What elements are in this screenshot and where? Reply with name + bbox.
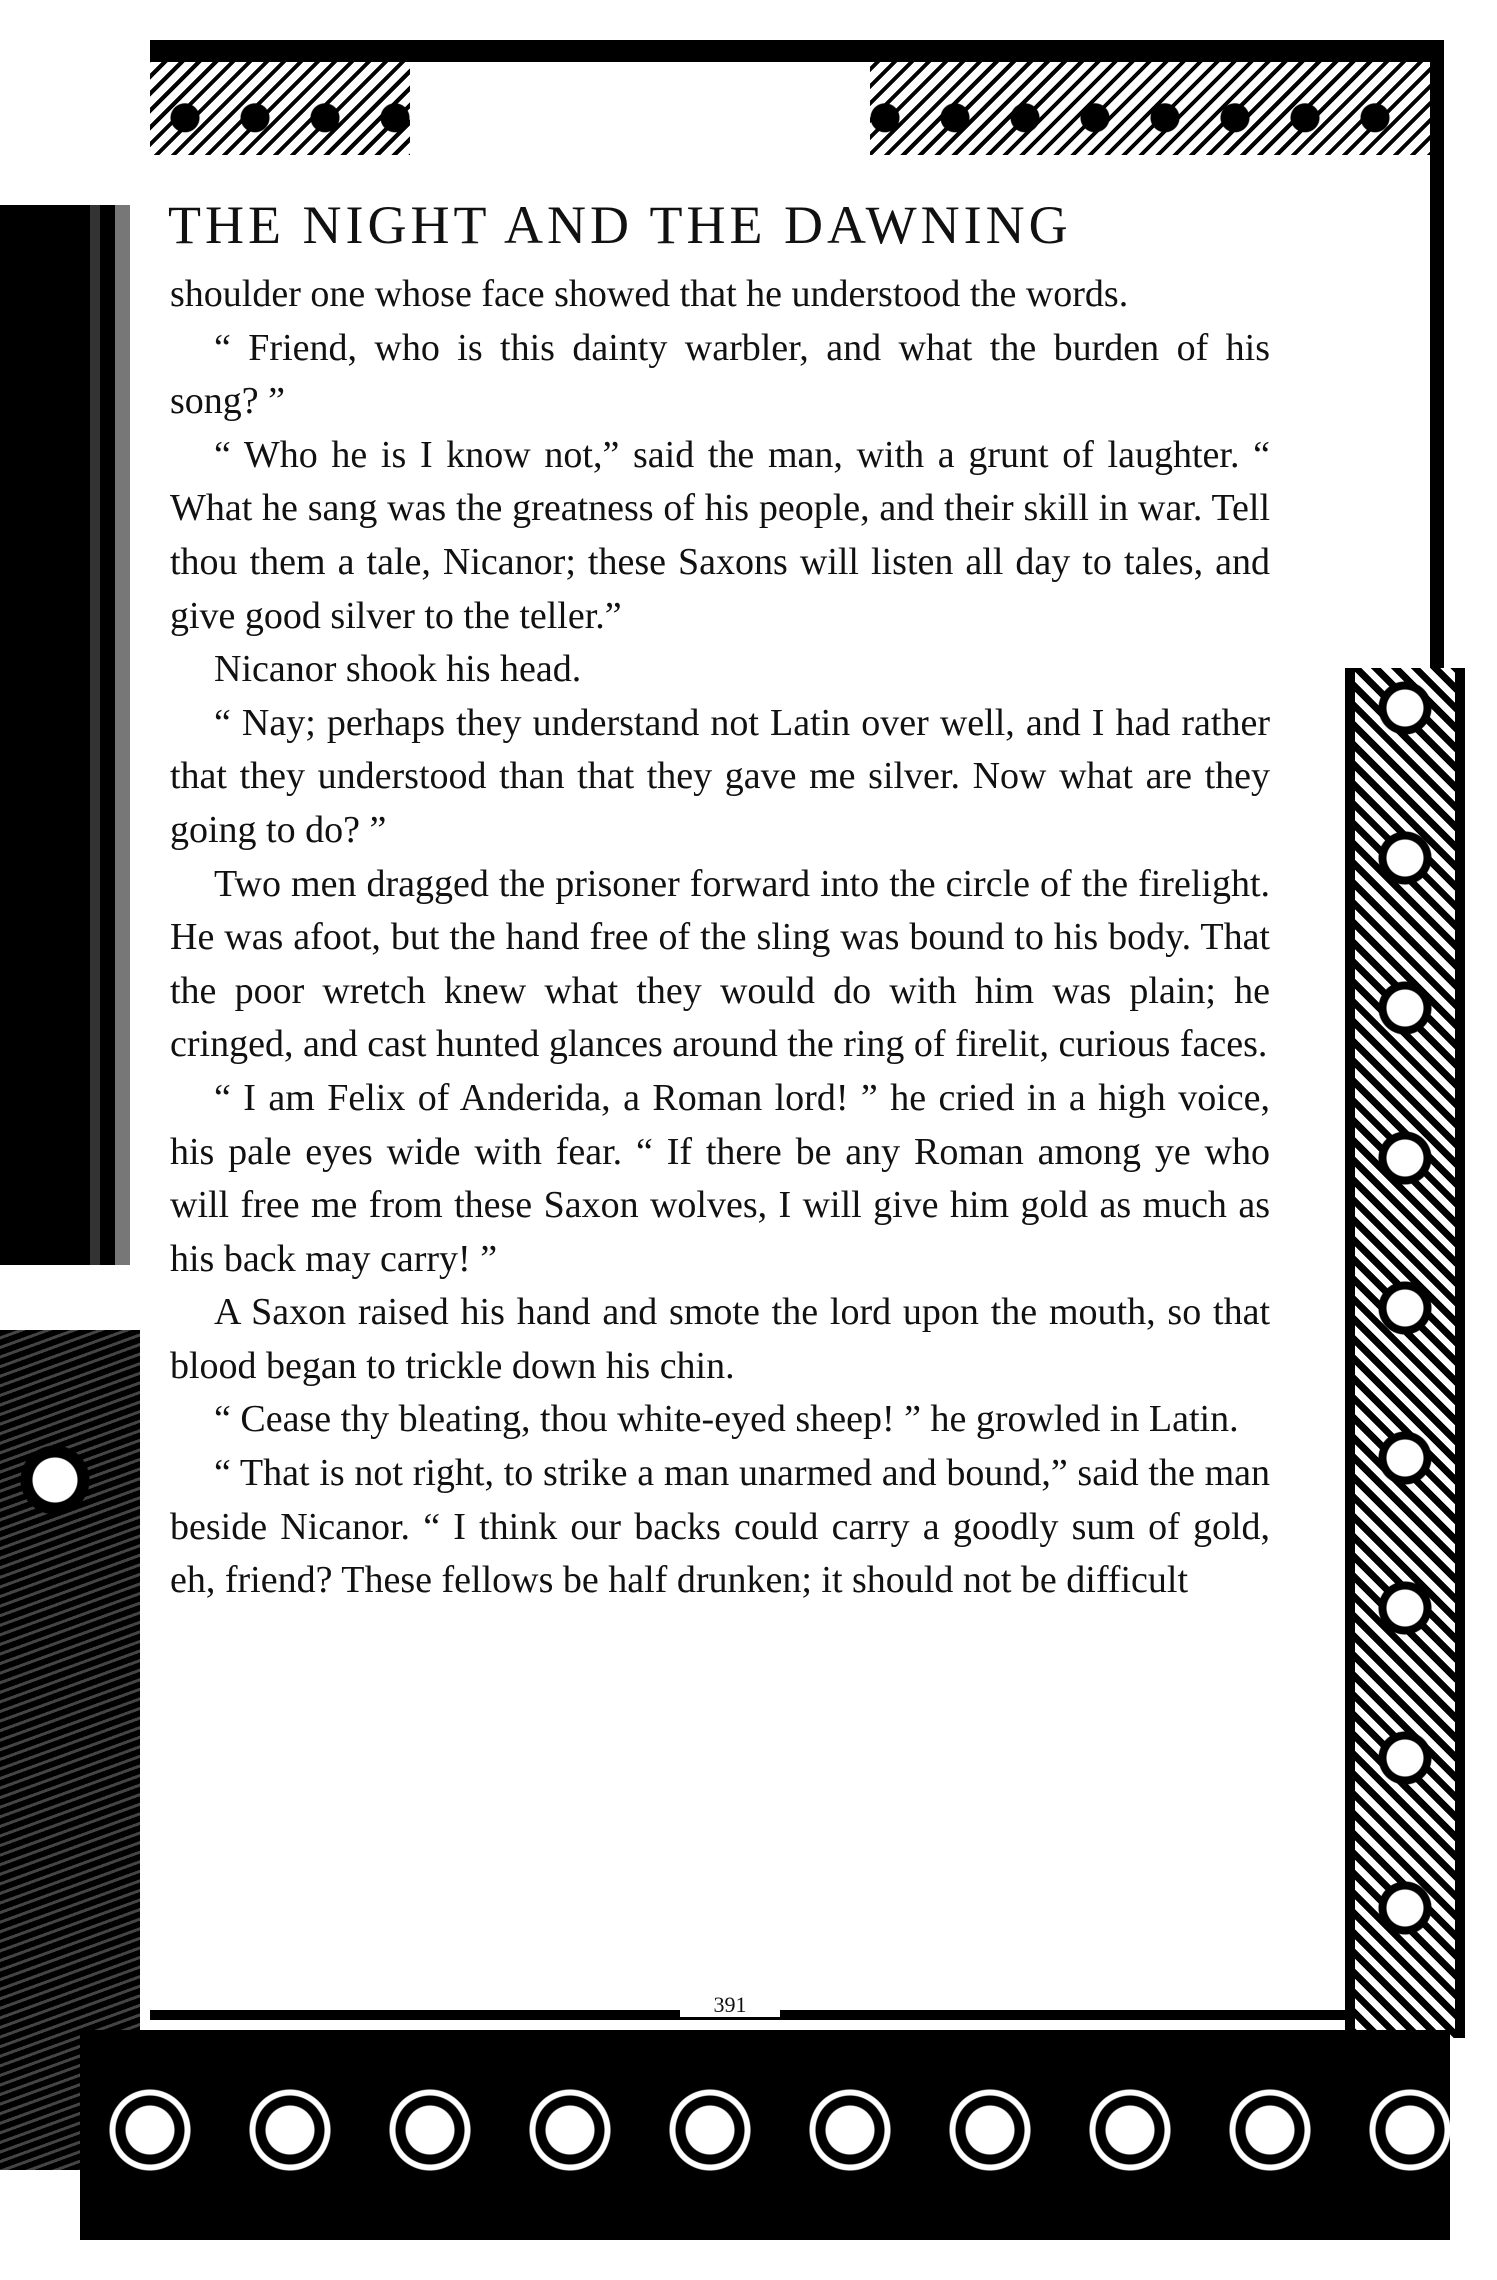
paragraph: Two men dragged the prisoner forward into the circle of the firelight. He was afoot, but the hand free of the sling was bound to his body. That the poor wretch knew what they would do with him was plain; he cringed, and cast hunted glances around the ring of firelit, curious faces. <box>170 862 1270 1066</box>
top-ornament-border <box>150 40 1440 155</box>
body-text <box>170 268 1270 1608</box>
paragraph: “ I am Felix of Anderida, a Roman lord! ” he cried in a high voice, his pale eyes wide with fear. “ If there be any Roman among ye who will free me from these Saxon wolves, I will give him gold as much as his back may carry! ” <box>170 1076 1270 1280</box>
paragraph: “ Who he is I know not,” said the man, with a grunt of laughter. “ What he sang was the greatness of his people, and their skill in war. Tell thou them a tale, Nicanor; these Saxons will listen all day to tales, and give good silver to the teller.” <box>170 433 1270 637</box>
page-number: 391 <box>680 1993 780 2017</box>
paragraph: Nicanor shook his head. <box>214 648 582 691</box>
bottom-floral-border <box>80 2030 1450 2240</box>
right-vine-ornament <box>1345 668 1465 2038</box>
left-border-bar-upper <box>0 205 130 1265</box>
paragraph: shoulder one whose face showed that he understood the words. <box>170 273 1129 315</box>
paragraph: “ That is not right, to strike a man unarmed and bound,” said the man beside Nicanor. “ I think our backs could carry a goodly sum of gold, eh, friend? These fellows be half drunken; it should not be difficult <box>170 1452 1270 1602</box>
paragraph: “ Nay; perhaps they understand not Latin over well, and I had rather that they understood than that they gave me silver. Now what are they going to do? ” <box>170 701 1270 851</box>
paragraph: A Saxon raised his hand and smote the lord upon the mouth, so that blood began to trickle down his chin. <box>170 1291 1270 1387</box>
running-head: THE NIGHT AND THE DAWNING <box>168 195 1072 255</box>
paragraph: “ Friend, who is this dainty warbler, and what the burden of his song? ” <box>170 326 1270 423</box>
paragraph: “ Cease thy bleating, thou white-eyed sheep! ” he growled in Latin. <box>214 1398 1239 1441</box>
